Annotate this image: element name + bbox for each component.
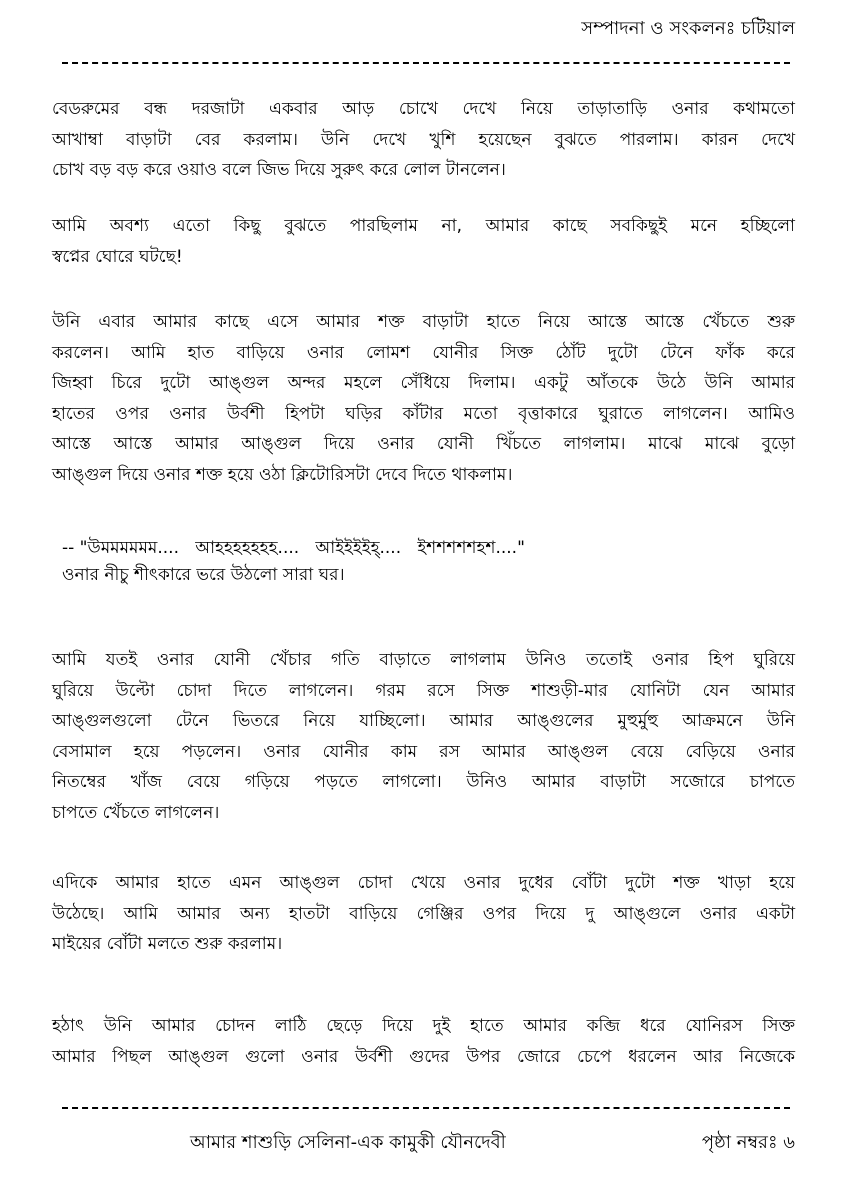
text-line: বেসামাল হয়ে পড়লেন। ওনার যোনীর কাম রস আমার আঙ্গুল বেয়ে বেড়িয়ে ওনার — [52, 741, 795, 762]
text-line: নিতম্বের খাঁজ বেয়ে গড়িয়ে পড়তে লাগলো। উনিও আমার বাড়াটা সজোরে চাপতে — [52, 772, 795, 792]
page-number: পৃষ্ঠা নম্বরঃ ৬ — [701, 1132, 795, 1153]
text-line: আমার পিছল আঙ্গুল গুলো ওনার উর্বশী গুদের উপর জোরে চেপে ধরলেন আর নিজেকে — [52, 1046, 795, 1067]
text-line: আখাম্বা বাড়াটা বের করলাম। উনি দেখে খুশি হয়েছেন বুঝতে পারলাম। কারন দেখে — [52, 129, 795, 150]
paragraph-7 — [52, 1011, 795, 1072]
text-line: হাতের ওপর ওনার উর্বশী হিপটা ঘড়ির কাঁটার মতো বৃত্তাকারে ঘুরাতে লাগলেন। আমিও — [52, 403, 795, 424]
paragraph-1 — [52, 94, 795, 186]
paragraph-5 — [52, 645, 795, 828]
text-line: ওনার নীচু শীৎকারে ভরে উঠলো সারা ঘর। — [62, 565, 345, 585]
footer-title: আমার শাশুড়ি সেলিনা-এক কামুকী যৌনদেবী — [190, 1132, 506, 1153]
header-title: সম্পাদনা ও সংকলনঃ চটিয়াল — [581, 18, 795, 39]
text-line: আমি যতই ওনার যোনী খেঁচার গতি বাড়াতে লাগলাম উনিও ততোই ওনার হিপ ঘুরিয়ে — [52, 650, 795, 670]
paragraph-2 — [52, 211, 795, 272]
text-line: মাইয়ের বোঁটা মলতে শুরু করলাম। — [52, 934, 283, 954]
text-line: ঘুরিয়ে উল্টো চোদা দিতে লাগলেন। গরম রসে সিক্ত শাশুড়ী-মার যোনিটা যেন আমার — [52, 680, 795, 701]
text-line: জিহ্বা চিরে দুটো আঙ্গুল অন্দর মহলে সেঁধিয়ে দিলাম। একটু আঁতকে উঠে উনি আমার — [52, 373, 795, 393]
text-line: উঠেছে। আমি আমার অন্য হাতটা বাড়িয়ে গেঞ্জির ওপর দিয়ে দু আঙ্গুলে ওনার একটা — [52, 903, 795, 924]
text-line: হঠাৎ উনি আমার চোদন লাঠি ছেড়ে দিয়ে দুই হাতে আমার কব্জি ধরে যোনিরস সিক্ত — [52, 1016, 795, 1036]
text-line: -- "উমমমমমম.... আহহহহহহহ.... আইইইইহ্.... ইশশশশশহশ...." — [62, 538, 525, 558]
header-divider — [62, 62, 790, 64]
text-line: এদিকে আমার হাতে এমন আঙ্গুল চোদা খেয়ে ওনার দুধের বোঁটা দুটো শক্ত খাড়া হয়ে — [52, 873, 795, 893]
paragraph-6 — [52, 868, 795, 960]
paragraph-4 — [62, 535, 805, 589]
text-line: করলেন। আমি হাত বাড়িয়ে ওনার লোমশ যোনীর সিক্ত ঠোঁট দুটো টেনে ফাঁক করে — [52, 342, 795, 363]
text-line: আঙ্গুল দিয়ে ওনার শক্ত হয়ে ওঠা ক্লিটোরিসটা দেবে দিতে থাকলাম। — [52, 464, 513, 485]
text-line: আস্তে আস্তে আমার আঙ্গুল দিয়ে ওনার যোনী খিঁচতে লাগলাম। মাঝে মাঝে বুড়ো — [52, 434, 795, 454]
paragraph-3 — [52, 307, 795, 490]
text-line: স্বপ্নের ঘোরে ঘটছে! — [52, 246, 183, 267]
text-line: আঙ্গুলগুলো টেনে ভিতরে নিয়ে যাচ্ছিলো। আমার আঙ্গুলের মুহুর্মুহু আক্রমনে উনি — [52, 711, 795, 731]
text-line: উনি এবার আমার কাছে এসে আমার শক্ত বাড়াটা হাতে নিয়ে আস্তে আস্তে খেঁচতে শুরু — [52, 312, 795, 332]
text-line: চাপতে খেঁচতে লাগলেন। — [52, 802, 220, 823]
text-line: বেডরুমের বন্ধ দরজাটা একবার আড় চোখে দেখে নিয়ে তাড়াতাড়ি ওনার কথামতো — [52, 99, 795, 119]
text-line: আমি অবশ্য এতো কিছু বুঝতে পারছিলাম না, আমার কাছে সবকিছুই মনে হচ্ছিলো — [52, 216, 795, 236]
footer-divider — [62, 1107, 790, 1109]
text-line: চোখ বড় বড় করে ওয়াও বলে জিভ দিয়ে সুরুৎ করে লোল টানলেন। — [52, 160, 506, 180]
